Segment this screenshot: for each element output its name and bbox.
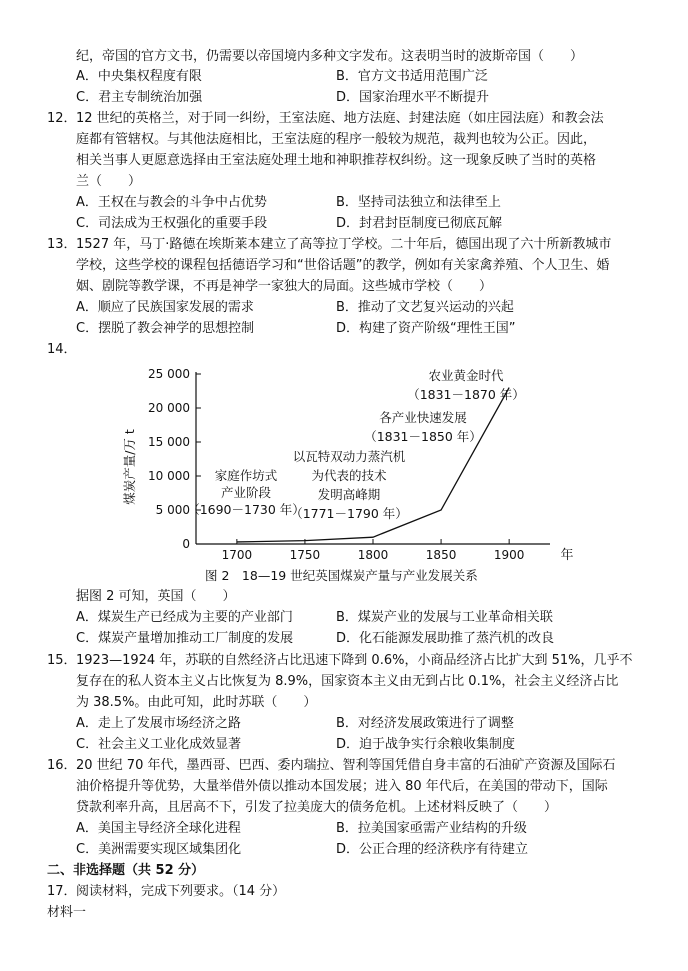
- q13-stem-line: 学校，这些学校的课程包括德语学习和“世俗话题”的教学，例如有关家禽养殖、个人卫生、婚: [76, 258, 610, 273]
- q13-option-a[interactable]: A．顺应了民族国家发展的需求: [76, 300, 254, 315]
- y-tick-label: 20 000: [148, 401, 190, 415]
- q16-option-a[interactable]: A．美国主导经济全球化进程: [76, 821, 241, 836]
- y-tick-label: 5 000: [155, 503, 190, 517]
- x-tick-label: 1700: [221, 548, 253, 562]
- q12-option-b[interactable]: B．坚持司法独立和法律至上: [336, 195, 501, 210]
- q15-option-c[interactable]: C．社会主义工业化成效显著: [76, 737, 242, 752]
- q11-option-a[interactable]: A．中央集权程度有限: [76, 69, 202, 84]
- annotation-text: 各产业快速发展: [379, 410, 467, 425]
- x-tick-label: 1900: [493, 548, 525, 562]
- figure-caption: 图 2 18—19 世纪英国煤炭产量与产业发展关系: [205, 568, 478, 583]
- q17-number: 17．: [47, 884, 77, 899]
- q14-number: 14．: [47, 342, 77, 357]
- annotation-text: （1771－1790 年）: [290, 506, 408, 521]
- q11-stem-line: 纪，帝国的官方文书，仍需要以帝国境内多种文字发布。这表明当时的波斯帝国（ ）: [76, 49, 584, 64]
- q12-stem-line: 兰（ ）: [76, 174, 142, 189]
- q13-option-d[interactable]: D．构建了资产阶级“理性王国”: [336, 321, 516, 336]
- q13-stem-line: 姻、剧院等教学课，不再是神学一家独大的局面。这些城市学校（ ）: [76, 279, 493, 294]
- y-tick-label: 10 000: [148, 469, 190, 483]
- annotation-text: 发明高峰期: [317, 487, 381, 502]
- material-label: 材料一: [47, 905, 87, 920]
- q15-option-a[interactable]: A．走上了发展市场经济之路: [76, 716, 241, 731]
- q14-stem-line: 据图 2 可知，英国（ ）: [76, 589, 236, 604]
- q13-option-c[interactable]: C．摆脱了教会神学的思想控制: [76, 321, 255, 336]
- q11-option-b[interactable]: B．官方文书适用范围广泛: [336, 69, 488, 84]
- q12-stem-line: 12 世纪的英格兰，对于同一纠纷，王室法庭、地方法庭、封建法庭（如庄园法庭）和教会法: [76, 111, 604, 126]
- q15-option-b[interactable]: B．对经济发展政策进行了调整: [336, 716, 514, 731]
- q11-option-c[interactable]: C．君主专制统治加强: [76, 90, 203, 105]
- q14-option-b[interactable]: B．煤炭产业的发展与工业革命相关联: [336, 610, 553, 625]
- annotation-text: 产业阶段: [220, 485, 272, 500]
- y-tick-label: 15 000: [148, 435, 190, 449]
- q16-stem-line: 20 世纪 70 年代，墨西哥、巴西、委内瑞拉、智利等国凭借自身丰富的石油矿产资源及国际石: [76, 758, 616, 773]
- x-axis-label: 年: [560, 548, 574, 563]
- q15-stem-line: 1923—1924 年，苏联的自然经济占比迅速下降到 0.6%，小商品经济占比扩大到 51%，几乎不: [76, 653, 633, 668]
- q12-option-d[interactable]: D．封君封臣制度已彻底瓦解: [336, 216, 503, 231]
- q12-stem-line: 庭都有管辖权。与其他法庭相比，王室法庭的程序一般较为规范，裁判也较为公正。因此，: [76, 132, 597, 147]
- q16-option-c[interactable]: C．美洲需要实现区域集团化: [76, 842, 242, 857]
- q16-option-b[interactable]: B．拉美国家亟需产业结构的升级: [336, 821, 527, 836]
- q15-stem-line: 为 38.5%。由此可知，此时苏联（ ）: [76, 695, 317, 710]
- coal-output-chart: [0, 360, 688, 595]
- annotation-text: 农业黄金时代: [428, 368, 504, 383]
- q14-option-a[interactable]: A．煤炭生产已经成为主要的产业部门: [76, 610, 293, 625]
- q13-number: 13．: [47, 237, 77, 252]
- annotation-text: （1831－1850 年）: [364, 429, 482, 444]
- x-tick-label: 1750: [289, 548, 321, 562]
- y-tick-label: 0: [182, 537, 190, 551]
- q15-number: 15．: [47, 653, 77, 668]
- q13-stem-line: 1527 年，马丁·路德在埃斯莱本建立了高等拉丁学校。二十年后，德国出现了六十所新教城市: [76, 237, 612, 252]
- q15-stem-line: 复存在的私人资本主义占比恢复为 8.9%，国家资本主义由无到占比 0.1%，社会主义经济占比: [76, 674, 619, 689]
- annotation-text: （1690－1730 年）: [187, 502, 305, 517]
- q13-option-b[interactable]: B．推动了文艺复兴运动的兴起: [336, 300, 514, 315]
- annotation-text: 为代表的技术: [311, 468, 387, 483]
- q16-option-d[interactable]: D．公正合理的经济秩序有待建立: [336, 842, 529, 857]
- q16-stem-line: 贷款利率升高，且居高不下，引发了拉美庞大的债务危机。上述材料反映了（ ）: [76, 800, 558, 815]
- annotation-text: （1831－1870 年）: [407, 387, 525, 402]
- q12-stem-line: 相关当事人更愿意选择由王室法庭处理土地和神职推荐权纠纷。这一现象反映了当时的英格: [76, 153, 597, 168]
- annotation-text: 以瓦特双动力蒸汽机: [292, 449, 406, 464]
- q12-option-a[interactable]: A．王权在与教会的斗争中占优势: [76, 195, 267, 210]
- q16-stem-line: 油价格提升等优势，大量举借外债以推动本国发展；进入 80 年代后，在美国的带动下，国际: [76, 779, 608, 794]
- q16-number: 16．: [47, 758, 77, 773]
- y-tick-label: 25 000: [148, 367, 190, 381]
- q12-number: 12．: [47, 111, 77, 126]
- q17-stem-line: 阅读材料，完成下列要求。（14 分）: [76, 884, 286, 899]
- q14-option-c[interactable]: C．煤炭产量增加推动工厂制度的发展: [76, 631, 294, 646]
- y-axis-label: 煤炭产量/万 t: [122, 429, 137, 505]
- x-tick-label: 1800: [357, 548, 389, 562]
- q14-option-d[interactable]: D．化石能源发展助推了蒸汽机的改良: [336, 631, 555, 646]
- x-tick-label: 1850: [425, 548, 457, 562]
- section-title: 二、非选择题（共 52 分）: [47, 863, 205, 878]
- q15-option-d[interactable]: D．迫于战争实行余粮收集制度: [336, 737, 516, 752]
- annotation-text: 家庭作坊式: [214, 468, 278, 483]
- q12-option-c[interactable]: C．司法成为王权强化的重要手段: [76, 216, 268, 231]
- q11-option-d[interactable]: D．国家治理水平不断提升: [336, 90, 490, 105]
